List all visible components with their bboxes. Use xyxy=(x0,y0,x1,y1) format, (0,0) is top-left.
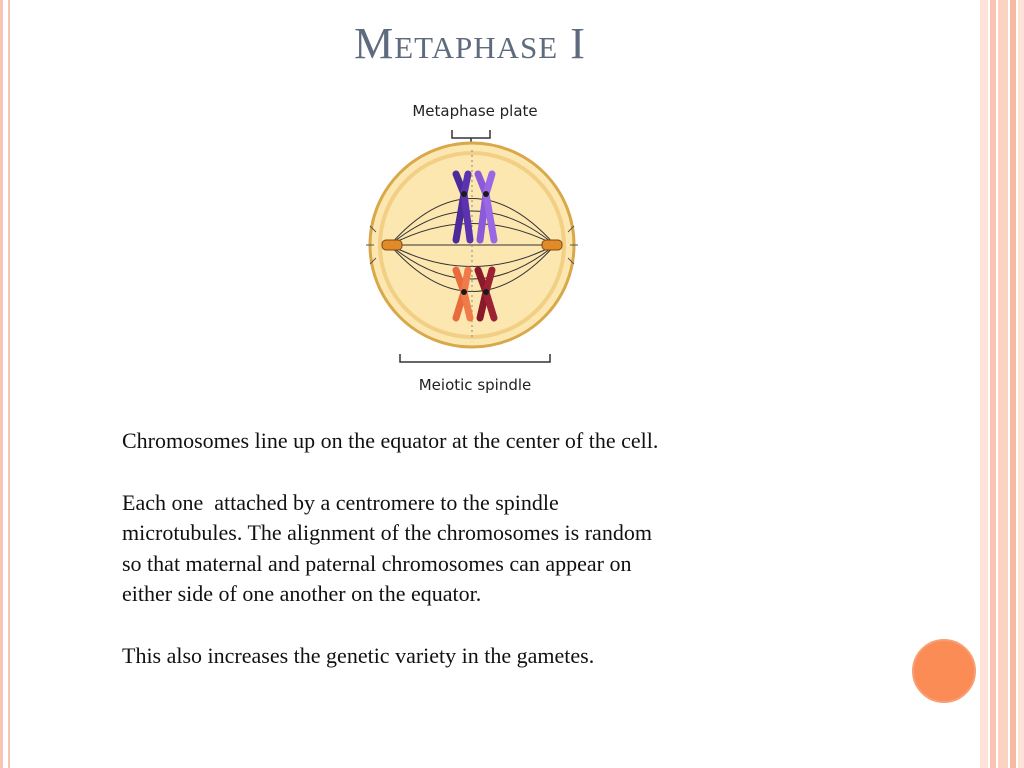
decorative-circle xyxy=(912,639,976,703)
metaphase-plate-label: Metaphase plate xyxy=(412,102,538,120)
metaphase-diagram xyxy=(360,92,590,402)
meiotic-spindle-label: Meiotic spindle xyxy=(418,376,532,394)
paragraph-2: Each one attached by a centromere to the spindle microtubules. The alignment of the chromosomes is random so that maternal and paternal chromosomes can appear on either side of one another on the equator. xyxy=(122,489,652,606)
paragraph-1: Chromosomes line up on the equator at the center of the cell. xyxy=(122,428,659,453)
slide-body xyxy=(122,426,862,702)
left-border-line xyxy=(0,0,10,768)
cell-illustration xyxy=(360,92,590,402)
paragraph-3: This also increases the genetic variety in the gametes. xyxy=(122,642,595,668)
slide-title: Metaphase I xyxy=(354,19,586,68)
